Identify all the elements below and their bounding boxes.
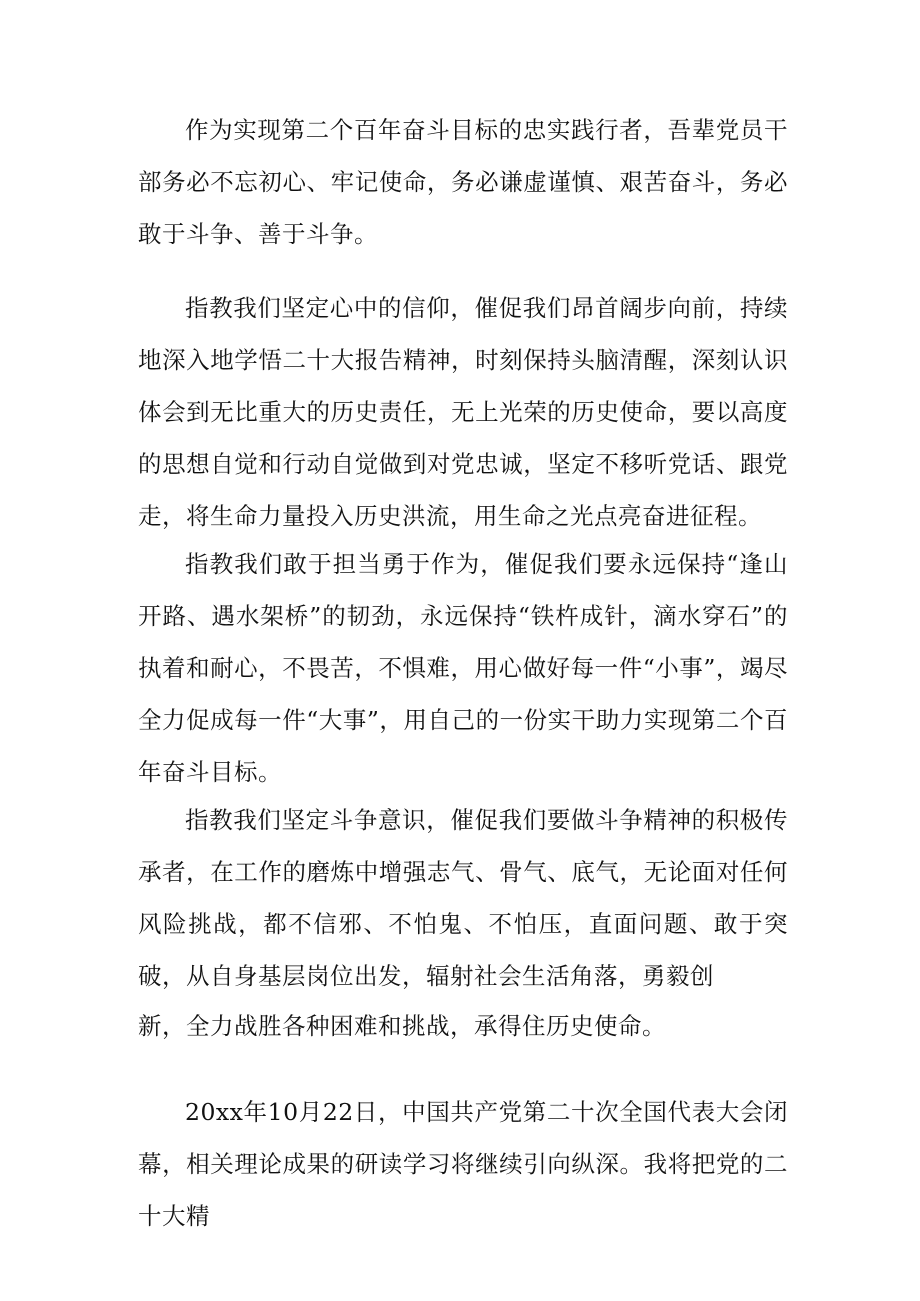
paragraph-3: 指教我们敢于担当勇于作为，催促我们要永远保持“逢山开路、遇水架桥”的韧劲，永远保持“铁杵成针，滴水穿石”的执着和耐心，不畏苦，不惧难，用心做好每一件“小事”，竭尽全力促成每一件“大事”，用自己的一份实干助力实现第二个百年奋斗目标。 bbox=[138, 550, 788, 786]
paragraph-4: 指教我们坚定斗争意识，催促我们要做斗争精神的积极传承者，在工作的磨炼中增强志气、骨气、底气，无论面对任何风险挑战，都不信邪、不怕鬼、不怕压，直面问题、敢于突破，从自身基层岗位出发，辐射社会生活角落，勇毅创 bbox=[138, 806, 788, 990]
paragraph-5: 新，全力战胜各种困难和挑战，承得住历史使命。 bbox=[138, 1012, 666, 1040]
paragraph-1: 作为实现第二个百年奋斗目标的忠实践行者，吾辈党员干部务必不忘初心、牢记使命，务必谦虚谨慎、艰苦奋斗，务必敢于斗争、善于斗争。 bbox=[138, 116, 788, 248]
paragraph-2: 指教我们坚定心中的信仰，催促我们昂首阔步向前，持续地深入地学悟二十大报告精神，时刻保持头脑清醒，深刻认识体会到无比重大的历史责任，无上光荣的历史使命，要以高度的思想自觉和行动自觉做到对党忠诚，坚定不移听党话、跟党走，将生命力量投入历史洪流，用生命之光点亮奋进征程。 bbox=[138, 294, 788, 530]
paragraph-6: 20xx年10月22日，中国共产党第二十次全国代表大会闭幕，相关理论成果的研读学习将继续引向纵深。我将把党的二十大精 bbox=[138, 1098, 788, 1230]
